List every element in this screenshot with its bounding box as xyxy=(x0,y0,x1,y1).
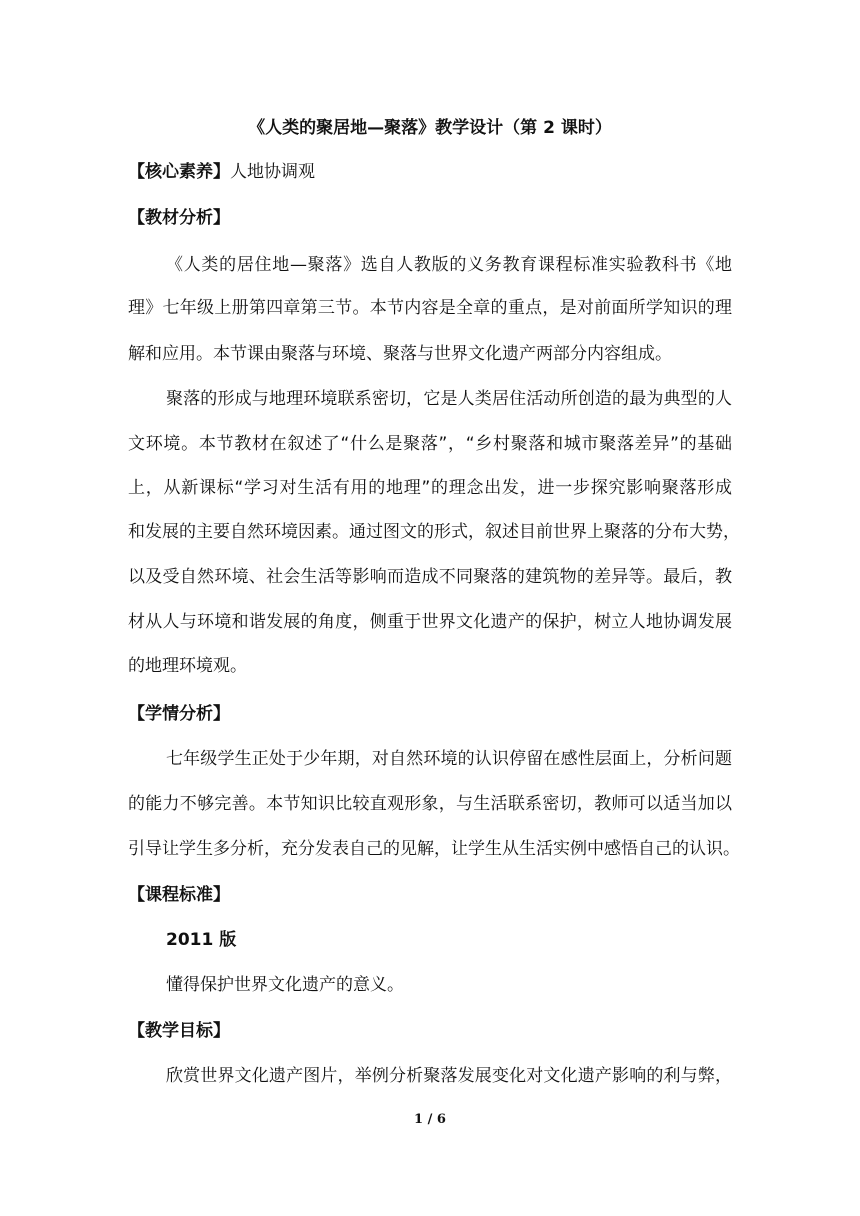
core-literacy-heading: 【核心素养】 xyxy=(128,162,230,182)
students-line: 的能力不够完善。本节知识比较直观形象，与生活联系密切，教师可以适当加以 xyxy=(128,794,732,814)
material-line: 解和应用。本节课由聚落与环境、聚落与世界文化遗产两部分内容组成。 xyxy=(128,344,672,364)
students-line: 七年级学生正处于少年期，对自然环境的认识停留在感性层面上，分析问题 xyxy=(166,749,732,769)
material-line: 的地理环境观。 xyxy=(128,656,247,676)
students-line: 引导让学生多分析，充分发表自己的见解，让学生从生活实例中感悟自己的认识。 xyxy=(128,839,740,859)
material-line: 和发展的主要自然环境因素。通过图文的形式，叙述目前世界上聚落的分布大势， xyxy=(128,522,740,542)
students-analysis-heading: 【学情分析】 xyxy=(128,704,230,724)
material-line: 《人类的居住地—聚落》选自人教版的义务教育课程标准实验教科书《地 xyxy=(166,255,732,275)
material-analysis-heading: 【教材分析】 xyxy=(128,208,230,228)
material-line: 以及受自然环境、社会生活等影响而造成不同聚落的建筑物的差异等。最后，教 xyxy=(128,567,732,587)
standards-text: 懂得保护世界文化遗产的意义。 xyxy=(166,975,404,995)
objectives-line: 欣赏世界文化遗产图片，举例分析聚落发展变化对文化遗产影响的利与弊， xyxy=(166,1066,732,1086)
curriculum-standards-heading: 【课程标准】 xyxy=(128,885,230,905)
material-line: 理》七年级上册第四章第三节。本节内容是全章的重点，是对前面所学知识的理 xyxy=(128,298,732,318)
page-number: 1 / 6 xyxy=(414,1112,446,1127)
standards-version: 2011 版 xyxy=(166,930,237,950)
teaching-objectives-heading: 【教学目标】 xyxy=(128,1021,230,1041)
material-line: 上，从新课标“学习对生活有用的地理”的理念出发，进一步探究影响聚落形成 xyxy=(128,478,732,498)
document-title: 《人类的聚居地—聚落》教学设计（第 2 课时） xyxy=(248,118,612,138)
material-line: 材从人与环境和谐发展的角度，侧重于世界文化遗产的保护，树立人地协调发展 xyxy=(128,612,732,632)
core-literacy-text: 人地协调观 xyxy=(230,162,315,182)
material-line: 聚落的形成与地理环境联系密切，它是人类居住活动所创造的最为典型的人 xyxy=(166,389,732,409)
material-line: 文环境。本节教材在叙述了“什么是聚落”，“乡村聚落和城市聚落差异”的基础 xyxy=(128,434,732,454)
core-literacy-row xyxy=(128,160,732,184)
